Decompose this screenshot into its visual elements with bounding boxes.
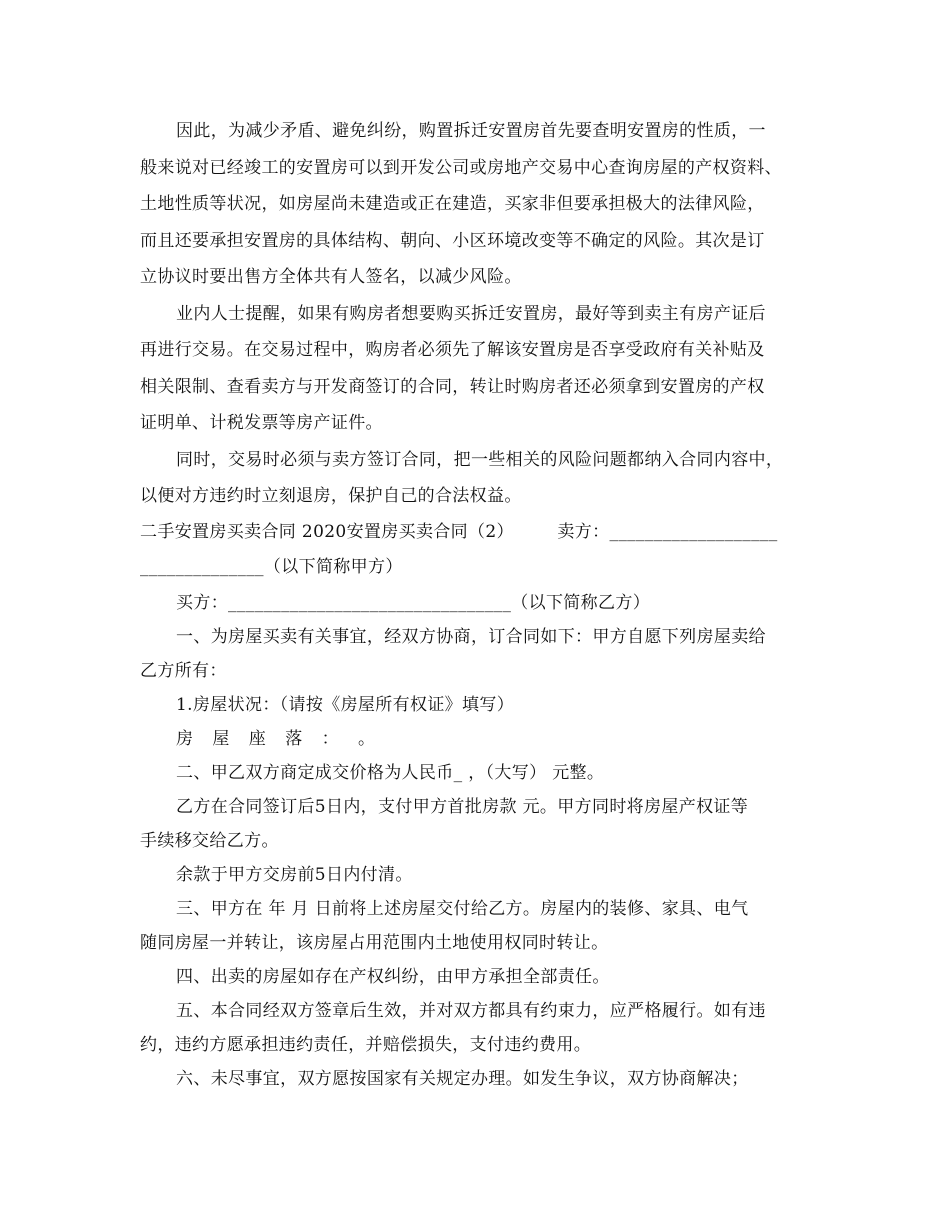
clause-line: 乙方在合同签订后5日内，支付甲方首批房款 元。甲方同时将房屋产权证等	[176, 797, 749, 817]
clause-line: 三、甲方在 年 月 日前将上述房屋交付给乙方。房屋内的装修、家具、电气	[176, 899, 749, 919]
buyer-line: 买方：________________________________（以下简称乙方）	[176, 593, 651, 613]
clause-line: 约，违约方愿承担违约责任，并赔偿损失，支付违约费用。	[140, 1035, 592, 1055]
paragraph-line: 般来说对已经竣工的安置房可以到开发公司或房地产交易中心查询房屋的产权资料、	[140, 158, 782, 178]
seller-line: ______________（以下简称甲方）	[140, 557, 403, 577]
clause-line: 一、为房屋买卖有关事宜，经双方协商，订合同如下：甲方自愿下列房屋卖给	[176, 627, 766, 647]
clause-line: 二、甲乙双方商定成交价格为人民币_ ，（大写） 元整。	[176, 763, 605, 783]
clause-line: 乙方所有：	[140, 661, 227, 681]
clause-line: 四、出卖的房屋如存在产权纠纷，由甲方承担全部责任。	[176, 967, 610, 987]
clause-line: 六、未尽事宜，双方愿按国家有关规定办理。如发生争议，双方协商解决；	[176, 1069, 749, 1089]
paragraph-line: 以便对方违约时立刻退房，保护自己的合法权益。	[140, 486, 522, 506]
paragraph-line: 业内人士提醒，如果有购房者想要购买拆迁安置房，最好等到卖主有房产证后	[176, 304, 766, 324]
clause-line: 五、本合同经双方签章后生效，并对双方都具有约束力，应严格履行。如有违	[176, 1001, 766, 1021]
paragraph-line: 因此，为减少矛盾、避免纠纷，购置拆迁安置房首先要查明安置房的性质，一	[176, 121, 766, 141]
paragraph-line: 土地性质等状况，如房屋尚未建造或正在建造，买家非但要承担极大的法律风险，	[140, 194, 765, 214]
clause-line: 1.房屋状况：（请按《房屋所有权证》填写）	[176, 695, 515, 715]
paragraph-line: 同时，交易时必须与卖方签订合同，把一些相关的风险问题都纳入合同内容中，	[176, 450, 784, 470]
paragraph-line: 再进行交易。在交易过程中，购房者必须先了解该安置房是否享受政府有关补贴及	[140, 340, 765, 360]
clause-line: 随同房屋一并转让，该房屋占用范围内土地使用权同时转让。	[140, 933, 609, 953]
paragraph-line: 相关限制、查看卖方与开发商签订的合同，转让时购房者还必须拿到安置房的产权	[140, 377, 765, 397]
paragraph-line: 立协议时要出售方全体共有人签名，以减少风险。	[140, 267, 522, 287]
clause-line: 房 屋 座 落 ： 。	[176, 729, 383, 749]
clause-line: 手续移交给乙方。	[140, 831, 279, 851]
contract-heading-line: 二手安置房买卖合同 2020安置房买卖合同（2） 卖方：___________________	[140, 522, 778, 542]
paragraph-line: 证明单、计税发票等房产证件。	[140, 413, 383, 433]
clause-line: 余款于甲方交房前5日内付清。	[176, 865, 413, 885]
paragraph-line: 而且还要承担安置房的具体结构、朝向、小区环境改变等不确定的风险。其次是订	[140, 231, 765, 251]
